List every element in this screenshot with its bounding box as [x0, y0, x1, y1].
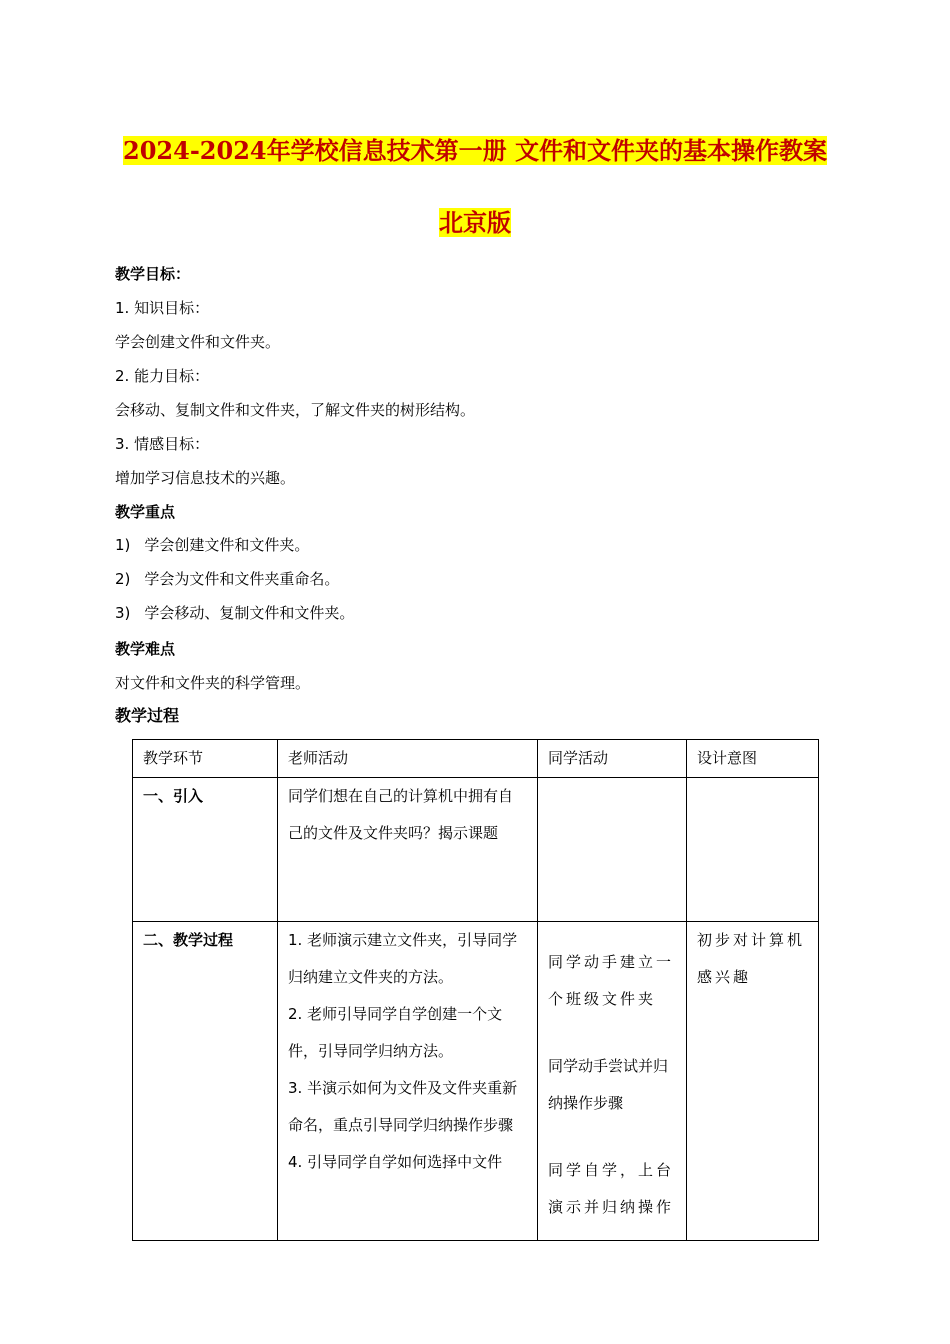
teacher-cell — [278, 922, 538, 1241]
student-cell — [538, 778, 687, 922]
title-highlight-1: 2024-2024年学校信息技术第一册 文件和文件夹的基本操作教案 — [123, 136, 827, 165]
process-table — [132, 739, 819, 1241]
student-activity: 同学动手建立一个班级文件夹 — [548, 953, 675, 1008]
objective-3-text: 增加学习信息技术的兴趣。 — [115, 469, 296, 487]
student-cell — [538, 922, 687, 1241]
key-point-2-text: 学会为文件和文件夹重命名。 — [144, 570, 340, 588]
student-activity: 同学动手尝试并归纳操作步骤 — [548, 1057, 669, 1112]
intent-cell: 初步对计算机感兴趣 — [687, 922, 819, 1241]
document-title-line-1 — [0, 134, 950, 168]
teacher-activity: 2. 老师引导同学自学创建一个文件，引导同学归纳方法。 — [288, 1005, 503, 1060]
table-row — [133, 778, 819, 922]
difficulty-heading: 教学难点 — [115, 640, 176, 658]
objective-2-label: 2. 能力目标： — [115, 367, 210, 385]
student-activity: 同学自学，上台演示并归纳操作 — [548, 1161, 675, 1216]
document-title-line-2 — [0, 206, 950, 240]
objective-1-label: 1. 知识目标： — [115, 299, 210, 317]
key-point-1-text: 学会创建文件和文件夹。 — [144, 536, 310, 554]
objective-3-label: 3. 情感目标： — [115, 435, 210, 453]
title-highlight-2: 北京版 — [439, 208, 511, 237]
stage-cell: 一、引入 — [133, 778, 278, 922]
key-points-heading: 教学重点 — [115, 503, 176, 521]
teacher-activity: 4. 引导同学自学如何选择中文件 — [288, 1153, 503, 1171]
objective-2-text: 会移动、复制文件和文件夹，了解文件夹的树形结构。 — [115, 401, 476, 419]
teacher-activity: 同学们想在自己的计算机中拥有自己的文件及文件夹吗？揭示课题 — [288, 787, 514, 842]
column-header-student: 同学活动 — [538, 740, 687, 778]
key-point-2 — [115, 569, 339, 589]
intent-cell — [687, 778, 819, 922]
process-heading: 教学过程 — [115, 706, 180, 725]
key-point-3-text: 学会移动、复制文件和文件夹。 — [144, 604, 355, 622]
objective-1-text: 学会创建文件和文件夹。 — [115, 333, 281, 351]
key-point-1-number: 1) — [115, 536, 131, 554]
column-header-intent: 设计意图 — [687, 740, 819, 778]
difficulty-text: 对文件和文件夹的科学管理。 — [115, 674, 311, 692]
key-point-3 — [115, 603, 354, 623]
teacher-cell — [278, 778, 538, 922]
key-point-3-number: 3) — [115, 604, 131, 622]
table-header-row — [133, 740, 819, 778]
column-header-teacher: 老师活动 — [278, 740, 538, 778]
stage-cell: 二、教学过程 — [133, 922, 278, 1241]
table-row — [133, 922, 819, 1241]
objectives-heading: 教学目标： — [115, 265, 191, 283]
column-header-stage: 教学环节 — [133, 740, 278, 778]
teacher-activity: 3. 半演示如何为文件及文件夹重新命名，重点引导同学归纳操作步骤 — [288, 1079, 518, 1134]
key-point-1 — [115, 535, 309, 555]
key-point-2-number: 2) — [115, 570, 131, 588]
teacher-activity: 1. 老师演示建立文件夹，引导同学归纳建立文件夹的方法。 — [288, 931, 518, 986]
